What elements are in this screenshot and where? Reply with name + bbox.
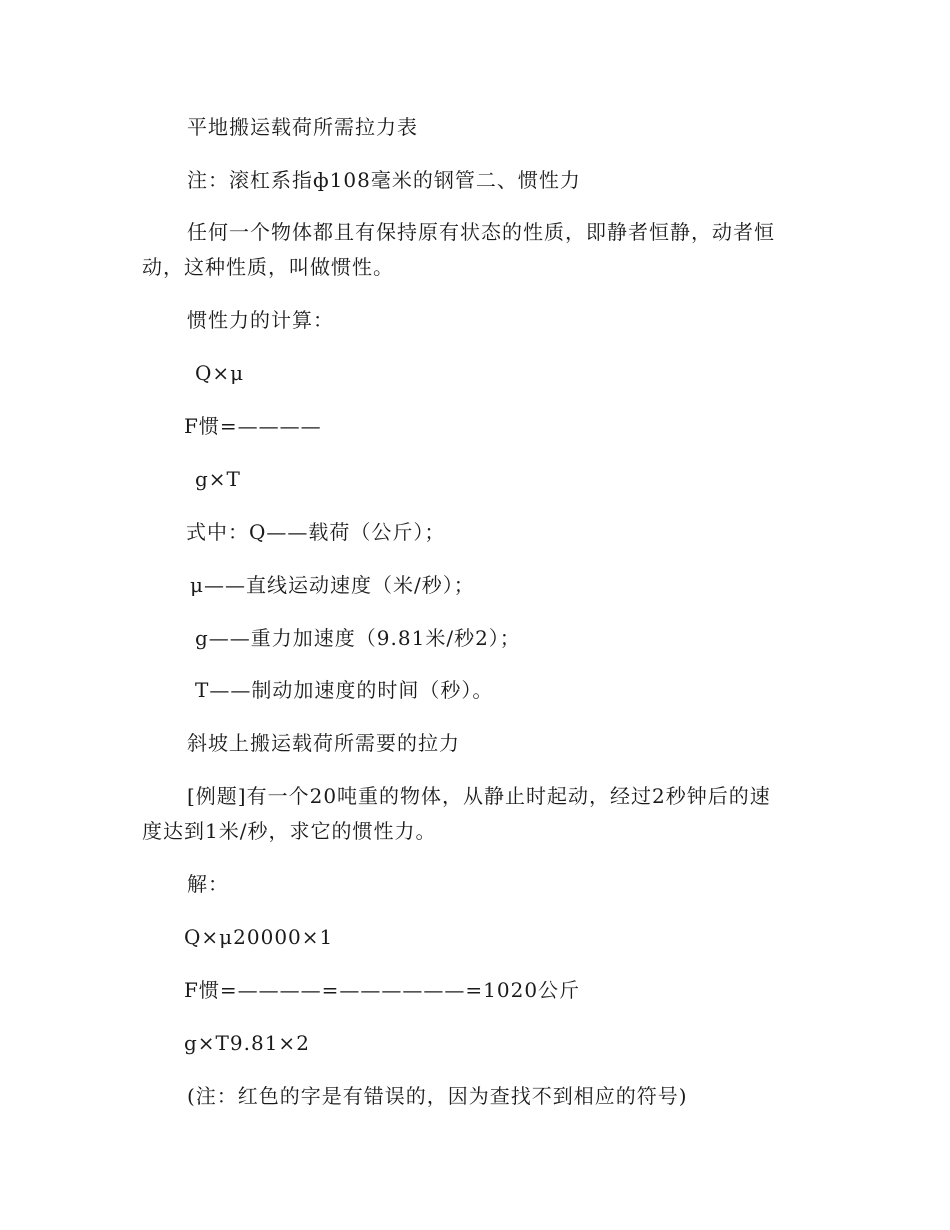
definition-g: g——重力加速度（9.81米/秒2）； (195, 626, 521, 650)
inertia-definition-1: 任何一个物体都且有保持原有状态的性质，即静者恒静，动者恒 (187, 220, 775, 244)
footnote: (注：红色的字是有错误的，因为查找不到相应的符号) (187, 1084, 688, 1108)
table-title: 平地搬运载荷所需拉力表 (187, 115, 418, 139)
formula-main: F惯=———— (184, 414, 322, 438)
formula-numerator: Q×μ (195, 361, 245, 385)
note-rollers: 注：滚杠系指ф108毫米的钢管二、惯性力 (187, 168, 581, 192)
example-problem-2: 度达到1米/秒，求它的惯性力。 (142, 819, 437, 843)
solution-main: F惯=————=——————=1020公斤 (184, 978, 581, 1002)
calc-heading: 惯性力的计算： (187, 308, 334, 332)
example-problem-1: [例题]有一个20吨重的物体，从静止时起动，经过2秒钟后的速 (187, 784, 771, 808)
solution-numerator: Q×μ20000×1 (184, 925, 334, 949)
solution-denominator: g×T9.81×2 (184, 1031, 310, 1055)
definition-mu: μ——直线运动速度（米/秒）； (190, 573, 475, 597)
inertia-definition-2: 动，这种性质，叫做惯性。 (142, 255, 394, 279)
formula-denominator: g×T (195, 467, 241, 491)
definition-t: T——制动加速度的时间（秒）。 (195, 678, 494, 702)
definition-q: 式中：Q——载荷（公斤）； (186, 520, 446, 544)
slope-heading: 斜坡上搬运载荷所需要的拉力 (187, 731, 460, 755)
solution-label: 解： (187, 872, 229, 896)
